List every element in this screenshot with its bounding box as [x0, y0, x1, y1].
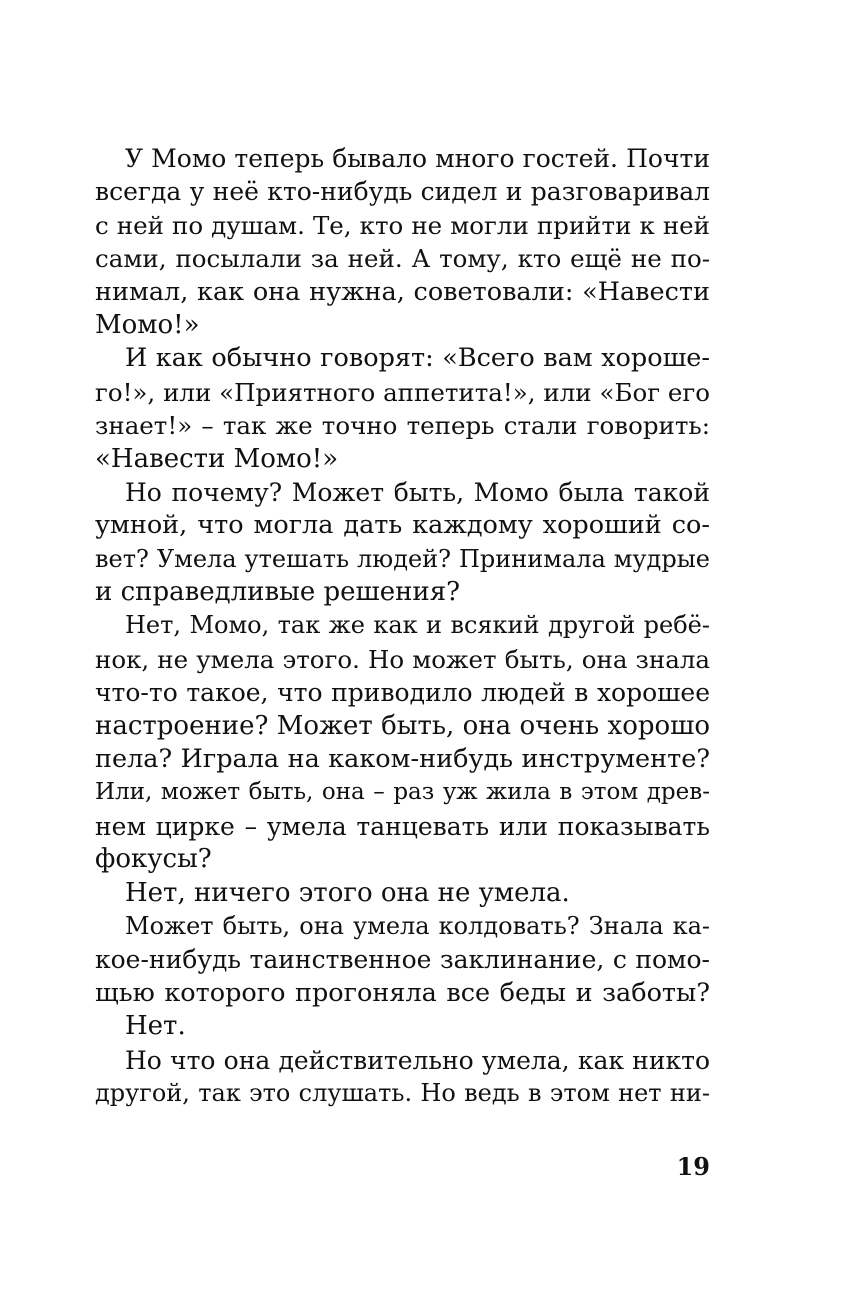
text-line: всегда у неё кто-нибудь сидел и разговаривал: [95, 177, 710, 207]
text-line: Нет.: [125, 1011, 186, 1042]
text-line: умной, что могла дать каждому хороший со-: [95, 510, 710, 541]
text-line: что-то такое, что приводило людей в хорошее: [95, 678, 710, 708]
text-line: вет? Умела утешать людей? Принимала мудрые: [95, 544, 710, 573]
text-line: Или, может быть, она – раз уж жила в этом древ-: [95, 779, 710, 806]
text-line: И как обычно говорят: «Всего вам хороше-: [125, 343, 710, 374]
text-line: нок, не умела этого. Но может быть, она знала: [95, 644, 710, 674]
text-line: Но что она действительно умела, как никто: [125, 1045, 710, 1075]
text-line: другой, так это слушать. Но ведь в этом нет ни-: [95, 1078, 710, 1107]
text-line: Может быть, она умела колдовать? Знала ка-: [125, 911, 710, 940]
text-line: нимал, как она нужна, советовали: «Навести: [95, 276, 710, 307]
text-line: го!», или «Приятного аппетита!», или «Бог его: [95, 377, 710, 407]
text-line: кое-нибудь таинственное заклинание, с помо-: [95, 945, 710, 975]
text-line: пела? Играла на каком-нибудь инструменте?: [95, 744, 710, 775]
text-line: У Момо теперь бывало много гостей. Почти: [125, 144, 710, 173]
text-line: Нет, Момо, так же как и всякий другой ребё-: [125, 611, 710, 640]
text-line: «Навести Момо!»: [95, 443, 339, 474]
text-line: с ней по душам. Те, кто не могли прийти к ней: [95, 210, 710, 240]
text-line: щью которого прогоняла все беды и заботы?: [95, 977, 710, 1008]
text-line: фокусы?: [95, 844, 212, 875]
text-line: нем цирке – умела танцевать или показывать: [95, 811, 710, 841]
text-line: сами, посылали за ней. А тому, кто ещё не по-: [95, 244, 710, 274]
body-text: [95, 142, 710, 1110]
text-line: Но почему? Может быть, Момо была такой: [125, 477, 710, 507]
page-number: 19: [676, 1152, 710, 1181]
text-line: знает!» – так же точно теперь стали говорить:: [95, 411, 710, 441]
text-line: Момо!»: [95, 309, 200, 340]
text-line: и справедливые решения?: [95, 577, 461, 608]
text-line: Нет, ничего этого она не умела.: [125, 877, 570, 908]
text-line: настроение? Может быть, она очень хорошо: [95, 710, 710, 741]
